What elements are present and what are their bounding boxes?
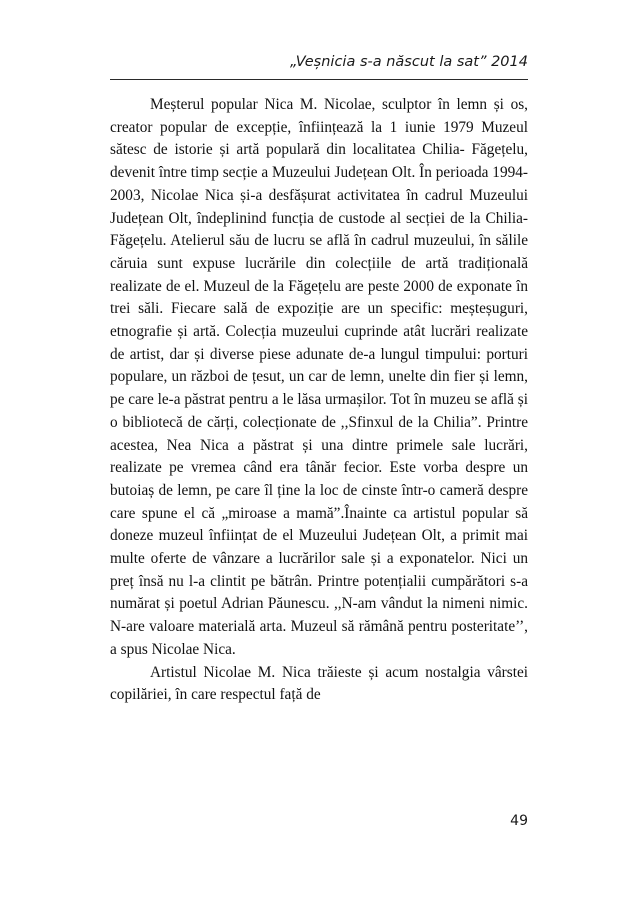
header-rule [110, 79, 528, 80]
running-header: „Veșnicia s-a născut la sat” 2014 [290, 54, 528, 70]
page-number: 49 [510, 813, 528, 829]
paragraph: Meșterul popular Nica M. Nicolae, sculptor în lemn și os, creator popular de excepție, înființează la 1 iunie 1979 Muzeul sătesc de istorie și artă populară din localitatea Chilia- Făgețelu, devenit între timp secție a Muzeului Județean Olt. În perioada 1994-2003, Nicolae Nica și-a desfășurat activitatea în cadrul Muzeului Județean Olt, îndeplinind funcția de custode al secției de la Chilia-Făgețelu. Atelierul său de lucru se află în cadrul muzeului, în sălile căruia sunt expuse lucrările din colecțiile de artă tradițională realizate de el. Muzeul de la Făgețelu are peste 2000 de exponate în trei săli. Fiecare sală de expoziție are un specific: meșteșuguri, etnografie și artă. Colecția muzeului cuprinde atât lucrări realizate de artist, dar și diverse piese adunate de-a lungul timpului: porturi populare, un război de țesut, un car de lemn, unelte din fier și lemn, pe care le-a păstrat pentru a le lăsa urmașilor. Tot în muzeu se află și o bibliotecă de cărți, colecționate de ,,Sfinxul de la Chilia”. Printre acestea, Nea Nica a păstrat și una dintre primele sale lucrări, realizate pe vremea când era tânăr fecior. Este vorba despre un butoiaș de lemn, pe care îl ține la loc de cinste într-o cameră despre care spune el că „miroase a mamă”.Înainte ca artistul popular să doneze muzeul înființat de el Muzeului Județean Olt, a primit mai multe oferte de vânzare a lucrărilor sale și a exponatelor. Nici un preț însă nu l-a clintit pe bătrân. Printre potențialii cumpărători s-a numărat și poetul Adrian Păunescu. ,,N-am vândut la nimeni nimic. N-are valoare materială arta. Muzeul să rămână pentru posteritate’’, a spus Nicolae Nica. [110, 96, 528, 658]
paragraph: Artistul Nicolae M. Nica trăieste și acum nostalgia vârstei copilăriei, în care respectul față de [110, 663, 528, 704]
body-text [110, 94, 528, 707]
